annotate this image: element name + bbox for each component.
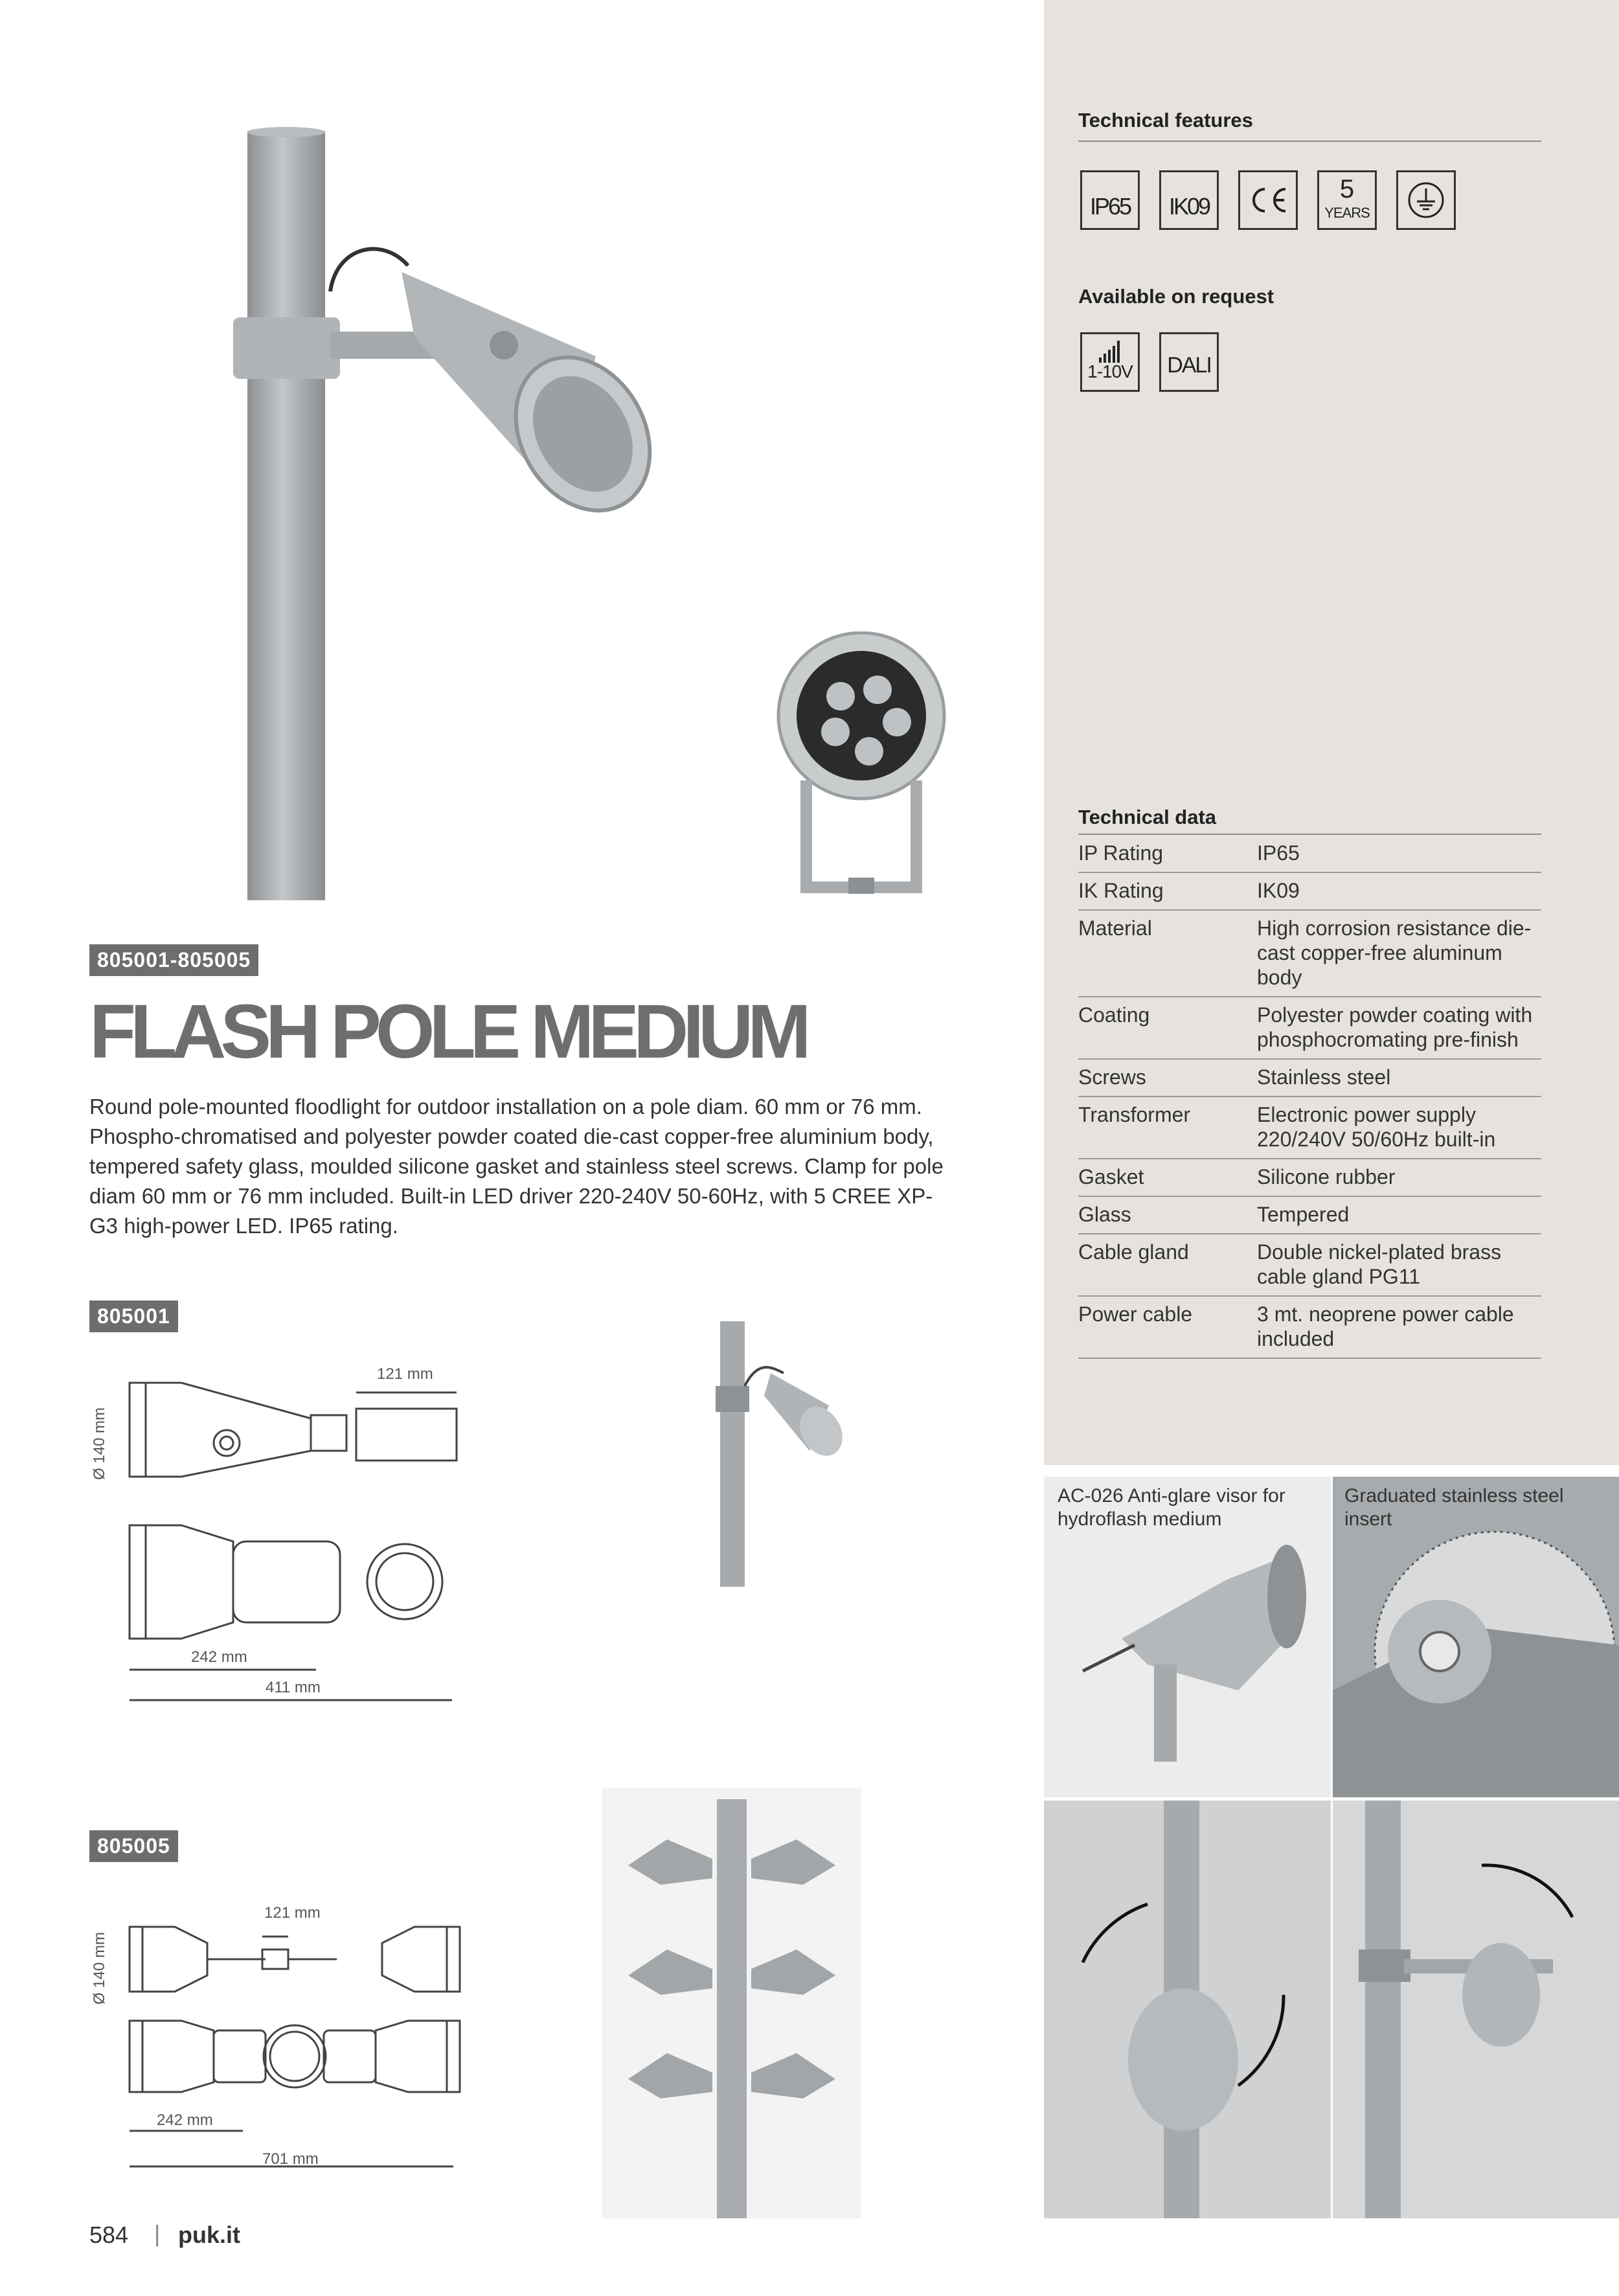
dim-total-length: 701 mm: [262, 2150, 319, 2168]
row-label: Gasket: [1078, 1165, 1144, 1188]
table-row: [1078, 1159, 1541, 1197]
technical-data-table: [1078, 835, 1541, 1359]
ce-mark-glyph: [1245, 184, 1291, 216]
divider: [1078, 141, 1541, 142]
multi-head-pole-image: [602, 1788, 861, 2218]
row-value: Tempered: [1257, 1203, 1350, 1226]
row-label: Coating: [1078, 1003, 1150, 1027]
dali-label: DALI: [1167, 353, 1211, 378]
variant-805001-badge: 805001: [89, 1301, 178, 1332]
rotation-photo-2: [1333, 1801, 1619, 2218]
table-row: [1078, 1097, 1541, 1159]
row-value: Stainless steel: [1257, 1065, 1391, 1089]
row-value: Polyester powder coating with phosphocromating pre-finish: [1257, 1003, 1533, 1051]
hero-product-image: [233, 123, 725, 900]
table-row: [1078, 1234, 1541, 1297]
variant-805001-drawing: [123, 1367, 466, 1703]
row-value: Silicone rubber: [1257, 1165, 1396, 1188]
accessory-caption: AC-026 Anti-glare visor for hydroflash medium: [1058, 1485, 1285, 1530]
accessory-caption: Graduated stainless steel insert: [1344, 1485, 1564, 1530]
page-number: 584: [89, 2222, 129, 2248]
warranty-number: 5: [1339, 175, 1355, 203]
front-view-image: [764, 631, 958, 904]
signal-bars-glyph: [1099, 341, 1125, 363]
row-value: IK09: [1257, 879, 1300, 902]
dim-diameter: Ø 140 mm: [91, 1931, 108, 2005]
dim-short-length: 242 mm: [191, 1648, 247, 1666]
table-row: [1078, 873, 1541, 911]
row-label: Glass: [1078, 1203, 1131, 1226]
row-value: Electronic power supply 220/240V 50/60Hz built-in: [1257, 1103, 1496, 1151]
dim-short-length: 242 mm: [157, 2111, 213, 2129]
table-row: [1078, 1297, 1541, 1359]
ik09-icon: [1159, 170, 1219, 230]
variant-805005-drawing: [123, 1904, 466, 2170]
dali-icon: [1159, 332, 1219, 392]
product-description: Round pole-mounted floodlight for outdoor installation on a pole diam. 60 mm or 76 mm. Phospho-chromatised and polyester powder coated die-cast copper-free aluminium body, tempered safety glass, moulded silicone gasket and stainless steel screws. Clamp for pole diam 60 mm or 76 mm included. Built-in LED driver 220-240V 50-60Hz, with 5 CREE XP-G3 high-power LED. IP65 rating.: [89, 1095, 944, 1238]
code-range-badge: 805001-805005: [89, 944, 258, 976]
vertical-rotation-image: [1044, 1801, 1331, 2218]
dim-total-length: 411 mm: [266, 1679, 321, 1696]
row-value: Double nickel-plated brass cable gland PG11: [1257, 1240, 1502, 1288]
table-row: [1078, 997, 1541, 1060]
ip65-icon-label: IP65: [1089, 193, 1131, 220]
table-row: [1078, 835, 1541, 873]
row-value: High corrosion resistance die-cast copper-free aluminum body: [1257, 916, 1532, 989]
table-row: [1078, 1197, 1541, 1234]
ik09-icon-label: IK09: [1168, 193, 1210, 220]
earth-ground-glyph: [1407, 181, 1445, 220]
technical-features-title: Technical features: [1078, 109, 1253, 131]
technical-data-title: Technical data: [1078, 806, 1217, 828]
dim-diameter: Ø 140 mm: [91, 1407, 108, 1480]
available-on-request-title: Available on request: [1078, 285, 1274, 308]
footer-separator: |: [154, 2220, 161, 2247]
horizontal-rotation-image: [1333, 1801, 1619, 2218]
dimming-label: 1-10V: [1087, 361, 1133, 381]
row-label: Cable gland: [1078, 1240, 1189, 1264]
table-row: [1078, 1060, 1541, 1097]
row-value: IP65: [1257, 841, 1300, 865]
row-label: Power cable: [1078, 1302, 1193, 1326]
website-link[interactable]: puk.it: [178, 2222, 240, 2248]
rotation-photo-1: [1044, 1801, 1331, 2218]
earth-ground-icon: [1396, 170, 1456, 230]
row-value: 3 mt. neoprene power cable included: [1257, 1302, 1514, 1350]
dim-pole-width: 121 mm: [264, 1904, 321, 1922]
dim-pole-width: 121 mm: [377, 1365, 433, 1383]
row-label: IP Rating: [1078, 841, 1164, 865]
dimming-1-10v-icon: [1080, 332, 1140, 392]
ip65-icon: [1080, 170, 1140, 230]
divider: [1078, 834, 1541, 835]
product-title: FLASH POLE MEDIUM: [89, 989, 806, 1074]
variant-805005-badge: 805005: [89, 1830, 178, 1862]
small-pole-image: [712, 1321, 861, 1593]
row-label: Material: [1078, 916, 1152, 940]
warranty-5-years-icon: [1317, 170, 1377, 230]
table-row: [1078, 911, 1541, 997]
row-label: Transformer: [1078, 1103, 1191, 1126]
row-label: Screws: [1078, 1065, 1146, 1089]
row-label: IK Rating: [1078, 879, 1164, 902]
warranty-years-label: YEARS: [1324, 205, 1370, 221]
ce-mark-icon: [1238, 170, 1298, 230]
